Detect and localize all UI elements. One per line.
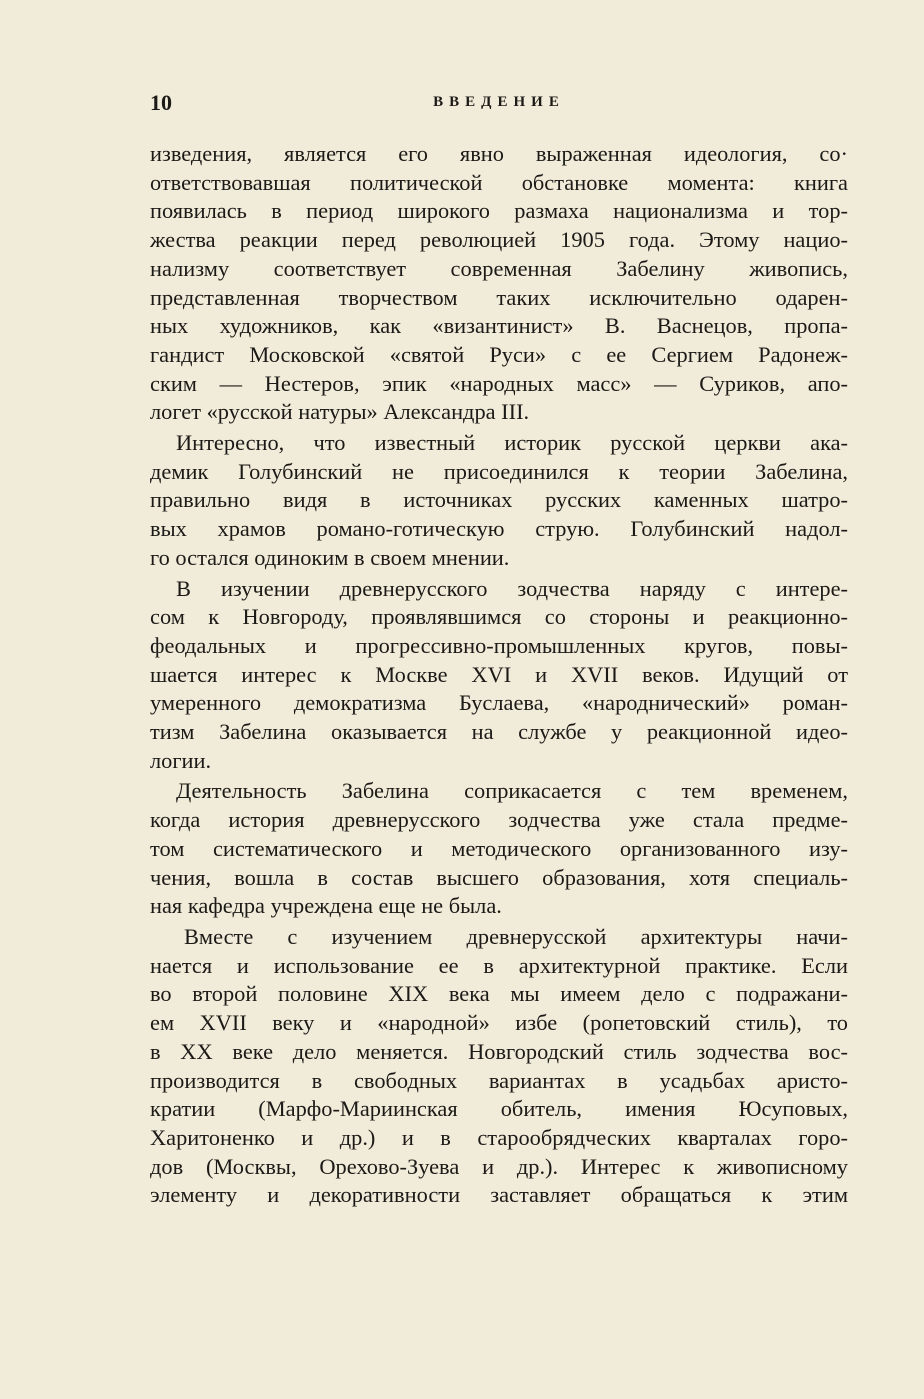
page-number: 10 (150, 90, 172, 115)
text-line: дов (Москвы, Орехово-Зуева и др.). Интерес к живописному (150, 1153, 848, 1179)
text-line: производится в свободных вариантах в усадьбах аристо- (150, 1067, 848, 1093)
running-head: ВВЕДЕНИЕ (433, 94, 565, 110)
text-line: нается и использование ее в архитектурной практике. Если (150, 952, 848, 978)
text-line: ная кафедра учреждена еще не была. (150, 893, 502, 919)
text-line: жества реакции перед революцией 1905 года. Этому нацио- (150, 227, 848, 253)
text-line: нализму соответствует современная Забелину живопись, (150, 255, 848, 281)
text-line: Деятельность Забелина соприкасается с тем временем, (176, 778, 848, 804)
text-line: ответствовавшая политической обстановке момента: книга (150, 169, 848, 195)
paragraph-5 (150, 923, 848, 1210)
text-line: Вместе с изучением древнерусской архитектуры начи- (184, 923, 848, 949)
text-line: появилась в период широкого размаха национализма и тор- (150, 198, 848, 224)
paragraph-2 (150, 429, 848, 573)
text-line: изведения, является его явно выраженная идеология, со· (150, 141, 848, 166)
text-line: ных художников, как «византинист» В. Васнецов, пропа- (150, 313, 848, 339)
paragraph-4 (150, 777, 848, 921)
text-line: шается интерес к Москве XVI и XVII веков. Идущий от (150, 661, 848, 687)
text-line: гандист Московской «святой Руси» с ее Сергием Радонеж- (150, 341, 848, 367)
text-line: том систематического и методического организованного изу- (150, 835, 848, 861)
text-line: тизм Забелина оказывается на службе у реакционной идео- (150, 719, 848, 745)
text-line: ским — Нестеров, эпик «народных масс» — Суриков, апо- (150, 370, 848, 396)
text-line: го остался одиноким в своем мнении. (150, 544, 510, 570)
text-line: во второй половине XIX века мы имеем дело с подражани- (150, 981, 848, 1007)
text-line: вых храмов романо-готическую струю. Голубинский надол- (150, 516, 848, 542)
text-line: демик Голубинский не присоединился к теории Забелина, (150, 458, 848, 484)
paragraph-1 (150, 140, 848, 427)
text-line: Харитоненко и др.) и в старообрядческих кварталах горо- (150, 1124, 848, 1150)
text-line: В изучении древнерусского зодчества наряду с интере- (176, 575, 848, 601)
text-line: логет «русской натуры» Александра III. (150, 399, 530, 425)
text-line: элементу и декоративности заставляет обращаться к этим (150, 1182, 848, 1208)
text-body (150, 140, 848, 1210)
text-line: феодальных и прогрессивно-промышленных кругов, повы- (150, 632, 848, 658)
text-line: кратии (Марфо-Мариинская обитель, имения Юсуповых, (150, 1096, 848, 1122)
text-line: в XX веке дело меняется. Новгородский стиль зодчества вос- (150, 1038, 848, 1064)
text-line: представленная творчеством таких исключительно одарен- (150, 284, 848, 310)
text-line: правильно видя в источниках русских каменных шатро- (150, 487, 848, 513)
page-header (150, 90, 848, 120)
text-line: логии. (150, 747, 212, 773)
text-line: ем XVII веку и «народной» избе (ропетовский стиль), то (150, 1010, 848, 1036)
text-line: сом к Новгороду, проявлявшимся со стороны и реакционно- (150, 604, 848, 630)
text-line: чения, вошла в состав высшего образования, хотя специаль- (150, 864, 848, 890)
paragraph-3 (150, 575, 848, 776)
text-line: умеренного демократизма Буслаева, «народнический» роман- (150, 690, 848, 716)
text-line: Интересно, что известный историк русской церкви ака- (176, 430, 848, 456)
text-line: когда история древнерусского зодчества уже стала предме- (150, 807, 848, 833)
